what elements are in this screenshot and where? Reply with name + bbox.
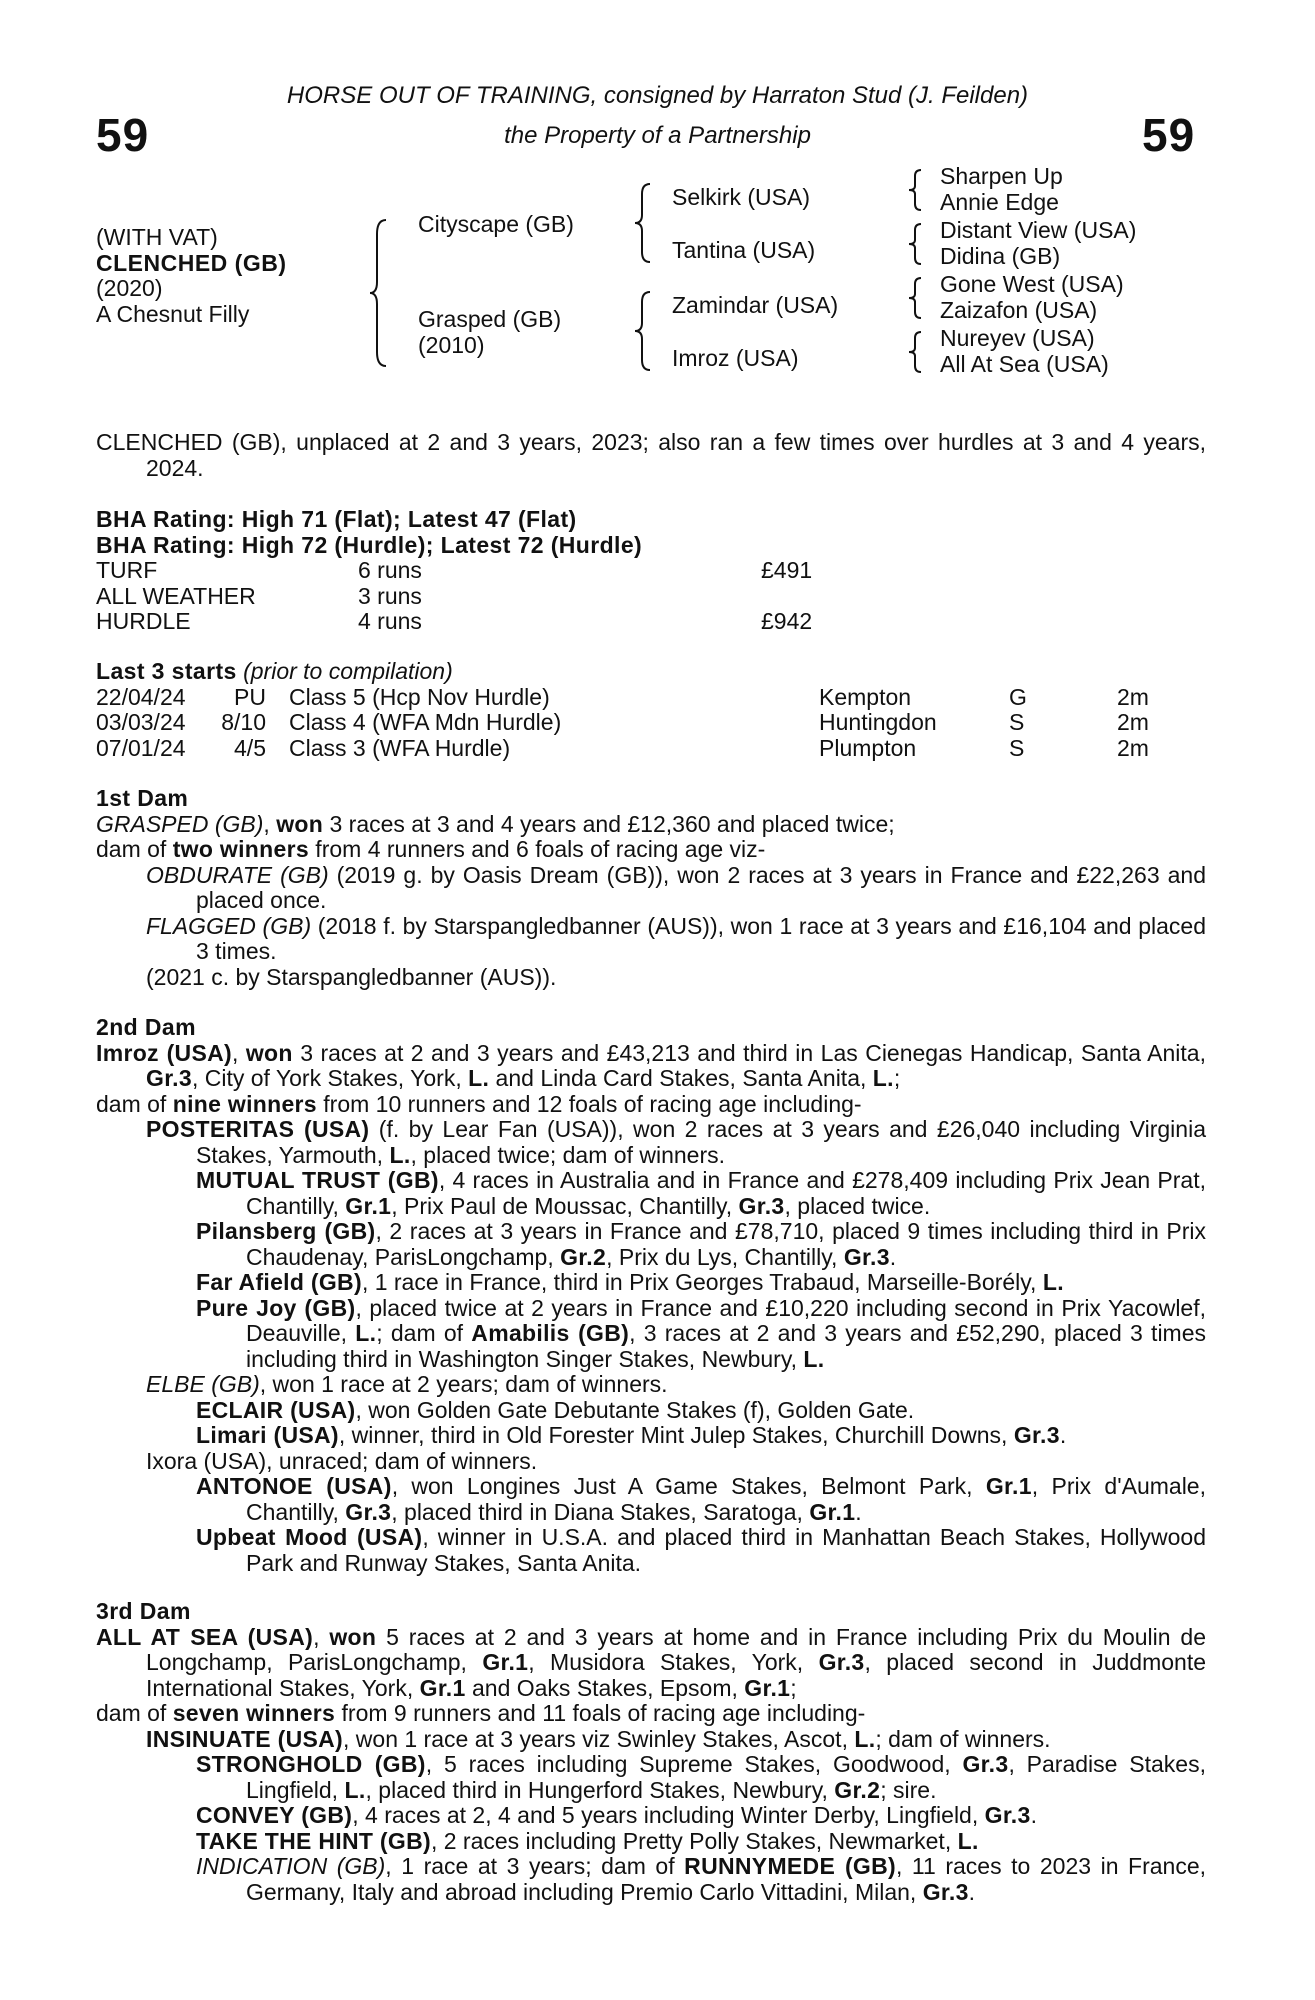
last-starts-title: Last 3 starts: [96, 658, 237, 684]
dam-paragraph: [146, 1372, 1206, 1398]
dam-heading: 2nd Dam: [96, 1014, 196, 1040]
bold-text: Gr.3: [984, 1802, 1031, 1828]
dam-heading: 3rd Dam: [96, 1598, 191, 1624]
start-going: G: [1009, 683, 1027, 710]
text-run: , City of York Stakes, York,: [191, 1065, 469, 1091]
third-dam-section: [96, 1599, 1206, 1905]
text-run: , 2 races at 3 years in France and £78,710, placed 9 times including third in Prix Chaudenay, ParisLongchamp,: [246, 1218, 1207, 1270]
last-starts: [96, 659, 1206, 761]
gen2-imroz: Imroz (USA): [672, 345, 799, 371]
bold-text: Gr.3: [843, 1243, 890, 1270]
dam-paragraph: [196, 1474, 1206, 1525]
bold-text: Gr.1: [809, 1498, 856, 1525]
bold-text: L.: [854, 1725, 876, 1752]
dam-paragraph: [196, 1803, 1206, 1829]
text-run: , 11 races to 2023 in France, Germany, Italy and abroad including Premio Carlo Vittadini, Milan,: [246, 1853, 1207, 1905]
bold-text: RUNNYMEDE (GB): [684, 1853, 896, 1879]
bold-text: Imroz (USA): [96, 1039, 232, 1066]
text-run: from 10 runners and 12 foals of racing age including-: [316, 1090, 862, 1117]
dam-paragraph: [146, 914, 1206, 965]
text-run: ; sire.: [880, 1776, 937, 1803]
start-pos: PU: [234, 683, 266, 710]
text-run: (f. by Lear Fan (USA)), won 2 races at 3 years and £26,040 including Virginia Stakes, Yarmouth,: [196, 1116, 1206, 1168]
lot-number-left: 59: [96, 109, 150, 161]
bold-text: Upbeat Mood (USA): [196, 1524, 423, 1550]
bold-text: Amabilis (GB): [471, 1320, 630, 1346]
bold-text: L.: [389, 1141, 411, 1168]
bold-text: Pure Joy (GB): [196, 1294, 356, 1321]
stats-row: [96, 558, 1206, 584]
text-run: ; dam of winners.: [875, 1725, 1051, 1752]
start-race: Class 5 (Hcp Nov Hurdle): [289, 683, 550, 710]
dam-paragraph: [196, 1398, 1206, 1424]
bold-text: ECLAIR (USA): [196, 1396, 356, 1423]
bold-text: MUTUAL TRUST (GB): [196, 1167, 439, 1193]
bold-text: Gr.3: [922, 1878, 969, 1905]
bold-text: L.: [355, 1320, 377, 1346]
horse-description: A Chesnut Filly: [96, 300, 250, 327]
start-course: Plumpton: [819, 734, 917, 761]
text-run: dam of: [96, 1700, 173, 1726]
bold-text: ANTONOE (USA): [196, 1473, 392, 1499]
text-run: , placed second in Juddmonte International Stakes, York,: [146, 1649, 1206, 1701]
text-run: , 3 races at 2 and 3 years and £52,290, placed 3 times including third in Washington Singer Stakes, Newbury,: [246, 1320, 1207, 1372]
bold-text: L.: [957, 1827, 979, 1854]
start-course: Huntingdon: [819, 709, 937, 735]
bold-text: won: [276, 810, 324, 837]
dam-paragraph: [96, 1625, 1206, 1702]
dam-paragraph: [196, 1525, 1206, 1576]
text-run: (2021 c. by Starspangledbanner (AUS)).: [146, 963, 557, 990]
dam-paragraph: [196, 1168, 1206, 1219]
surface-label: ALL WEATHER: [96, 582, 256, 609]
bold-text: won: [245, 1039, 293, 1066]
text-run: , won 1 race at 2 years; dam of winners.: [259, 1371, 668, 1397]
sire-name: Cityscape (GB): [418, 211, 574, 237]
text-run: , 1 race at 3 years; dam of: [385, 1853, 685, 1879]
dam-paragraph: [196, 1270, 1206, 1296]
bold-text: TAKE THE HINT (GB): [196, 1827, 431, 1854]
dam-paragraph: [196, 1219, 1206, 1270]
last-starts-note: (prior to compilation): [243, 658, 453, 684]
vat-note: (WITH VAT): [96, 224, 218, 250]
owner-line: the Property of a Partnership: [504, 122, 811, 149]
text-run: ,: [263, 810, 277, 837]
text-run: (2019 g. by Oasis Dream (GB)), won 2 races at 3 years in France and £22,263 and placed once.: [196, 861, 1206, 913]
text-run: , Paradise Stakes, Lingfield,: [246, 1751, 1206, 1803]
bold-text: Gr.1: [985, 1473, 1032, 1499]
bold-text: Limari (USA): [196, 1422, 339, 1448]
text-run: , 4 races at 2, 4 and 5 years including Winter Derby, Lingfield,: [352, 1802, 985, 1828]
text-run: , won 1 race at 3 years viz Swinley Stakes, Ascot,: [343, 1725, 855, 1752]
stats-row: [96, 584, 1206, 610]
bold-text: Gr.2: [834, 1776, 881, 1803]
brace-gen2-bottom-icon: [632, 290, 654, 372]
start-date: 07/01/24: [96, 734, 186, 761]
dam-paragraph: [146, 863, 1206, 914]
start-race: Class 4 (WFA Mdn Hurdle): [289, 709, 562, 735]
italic-text: GRASPED (GB): [96, 810, 264, 837]
dam-name: Grasped (GB): [418, 306, 562, 332]
text-run: , placed twice.: [784, 1192, 931, 1219]
foaling-year: (2020): [96, 275, 163, 301]
brace-gen1-icon: [368, 218, 390, 368]
text-run: .: [889, 1243, 897, 1270]
dam-paragraph: [196, 1752, 1206, 1803]
start-course: Kempton: [819, 683, 912, 710]
dam-heading: 1st Dam: [96, 785, 189, 811]
bold-text: won: [329, 1623, 377, 1650]
text-run: ,: [231, 1039, 246, 1066]
bold-text: Gr.1: [345, 1192, 392, 1219]
horse-name: CLENCHED (GB): [96, 249, 287, 276]
rating-hurdle: BHA Rating: High 72 (Hurdle); Latest 72 (Hurdle): [96, 531, 643, 558]
second-dam-section: [96, 1015, 1206, 1576]
stats-row: [96, 609, 1206, 635]
dam-paragraph: [96, 837, 1206, 863]
dam-paragraph: [96, 812, 1206, 838]
gen2-tantina: Tantina (USA): [672, 237, 816, 263]
text-run: ; dam of: [376, 1320, 472, 1346]
start-date: 03/03/24: [96, 709, 186, 735]
italic-text: OBDURATE (GB): [146, 861, 329, 888]
gen3-gone-west: Gone West (USA): [940, 271, 1124, 297]
text-run: and Linda Card Stakes, Santa Anita,: [489, 1065, 873, 1091]
bold-text: Gr.3: [962, 1751, 1009, 1777]
brace-gen3-2-icon: [906, 222, 924, 266]
text-run: , winner in U.S.A. and placed third in Manhattan Beach Stakes, Hollywood Park and Runway Stakes, Santa Anita.: [246, 1524, 1206, 1576]
start-row: [96, 710, 1206, 736]
text-run: Ixora (USA), unraced; dam of winners.: [146, 1447, 538, 1474]
start-pos: 4/5: [234, 734, 266, 761]
bold-text: Far Afield (GB): [196, 1269, 362, 1295]
bold-text: ALL AT SEA (USA): [96, 1623, 314, 1650]
dam-paragraph: [196, 1829, 1206, 1855]
start-going: S: [1009, 709, 1025, 735]
brace-gen3-3-icon: [906, 276, 924, 320]
dam-paragraph: [96, 1041, 1206, 1092]
subject-block: [96, 225, 287, 327]
text-run: ;: [893, 1065, 901, 1091]
dam-paragraph: [196, 1423, 1206, 1449]
text-run: , Prix d'Aumale, Chantilly,: [246, 1473, 1206, 1525]
text-run: from 4 runners and 6 foals of racing age viz-: [308, 836, 766, 862]
bold-text: L.: [468, 1065, 490, 1091]
bold-text: L.: [1042, 1269, 1064, 1295]
brace-gen3-1-icon: [906, 168, 924, 212]
race-summary: [96, 430, 1206, 481]
lot-number-right: 59: [1142, 109, 1196, 161]
bold-text: seven winners: [172, 1700, 336, 1726]
gen3-all-at-sea: All At Sea (USA): [940, 351, 1109, 377]
text-run: , winner, third in Old Forester Mint Julep Stakes, Churchill Downs,: [338, 1422, 1014, 1448]
start-row: [96, 685, 1206, 711]
dam-paragraph: [196, 1296, 1206, 1373]
start-row: [96, 736, 1206, 762]
start-dist: 2m: [1117, 709, 1149, 735]
italic-text: ELBE (GB): [146, 1371, 260, 1397]
italic-text: FLAGGED (GB): [146, 912, 312, 939]
gen3-nureyev: Nureyev (USA): [940, 325, 1095, 351]
gen3-annie-edge: Annie Edge: [940, 189, 1059, 215]
bold-text: nine winners: [172, 1090, 317, 1117]
text-run: (2018 f. by Starspangledbanner (AUS)), won 1 race at 3 years and £16,104 and placed 3 times.: [196, 912, 1207, 964]
bold-text: Gr.2: [560, 1243, 607, 1270]
text-run: ,: [313, 1623, 330, 1650]
bold-text: STRONGHOLD (GB): [196, 1751, 426, 1777]
dam-paragraph: [146, 965, 1206, 991]
text-run: , 5 races including Supreme Stakes, Goodwood,: [425, 1751, 963, 1777]
text-run: and Oaks Stakes, Epsom,: [465, 1674, 745, 1701]
dam-paragraph: [146, 1449, 1206, 1475]
text-run: , Prix Paul de Moussac, Chantilly,: [391, 1192, 739, 1219]
text-run: .: [1059, 1422, 1067, 1448]
text-run: , won Longines Just A Game Stakes, Belmont Park,: [391, 1473, 986, 1499]
dam-paragraph: [146, 1727, 1206, 1753]
text-run: .: [855, 1498, 862, 1525]
bold-text: POSTERITAS (USA): [146, 1116, 370, 1142]
text-run: , placed twice at 2 years in France and £10,220 including second in Prix Yacowlef, Deauville,: [246, 1294, 1206, 1346]
gen3-zaizafon: Zaizafon (USA): [940, 297, 1098, 323]
text-run: , 1 race in France, third in Prix Georges Trabaud, Marseille-Borély,: [361, 1269, 1043, 1295]
dam-paragraph: [196, 1854, 1206, 1905]
start-dist: 2m: [1117, 734, 1149, 761]
prize-money: £942: [761, 608, 813, 634]
text-run: , 2 races including Pretty Polly Stakes, Newmarket,: [430, 1827, 958, 1854]
bold-text: two winners: [172, 836, 309, 862]
bold-text: L.: [872, 1065, 894, 1091]
starts-table: [96, 685, 1206, 762]
dam-paragraph: [96, 1701, 1206, 1727]
bold-text: INSINUATE (USA): [146, 1725, 344, 1752]
surface-label: HURDLE: [96, 608, 191, 634]
gen3-didina: Didina (GB): [940, 243, 1061, 269]
dam-paragraph: [96, 1092, 1206, 1118]
bold-text: CONVEY (GB): [196, 1802, 353, 1828]
dam-year: (2010): [418, 332, 485, 358]
stats-table: [96, 558, 1206, 635]
text-run: , placed third in Hungerford Stakes, Newbury,: [365, 1776, 835, 1803]
text-run: .: [1030, 1802, 1037, 1828]
text-run: 5 races at 2 and 3 years at home and in France including Prix du Moulin de Longchamp, ParisLongchamp,: [146, 1623, 1206, 1675]
runs-count: 3 runs: [358, 582, 422, 609]
text-run: , Prix du Lys, Chantilly,: [606, 1243, 844, 1270]
text-run: , won Golden Gate Debutante Stakes (f), Golden Gate.: [355, 1396, 915, 1423]
start-going: S: [1009, 734, 1025, 761]
bold-text: Gr.1: [744, 1674, 791, 1701]
text-run: 3 races at 3 and 4 years and £12,360 and placed twice;: [323, 810, 895, 837]
text-run: 3 races at 2 and 3 years and £43,213 and third in Las Cienegas Handicap, Santa Anita,: [292, 1039, 1206, 1066]
text-run: from 9 runners and 11 foals of racing age including-: [335, 1700, 866, 1726]
bold-text: Gr.3: [738, 1192, 785, 1219]
bold-text: Pilansberg (GB): [196, 1218, 376, 1244]
text-run: , Musidora Stakes, York,: [528, 1649, 819, 1675]
brace-gen2-top-icon: [632, 182, 654, 264]
gen2-selkirk: Selkirk (USA): [672, 184, 811, 210]
bold-text: Gr.1: [419, 1674, 466, 1701]
start-date: 22/04/24: [96, 683, 186, 710]
text-run: , placed third in Diana Stakes, Saratoga,: [391, 1498, 810, 1525]
brace-gen3-4-icon: [906, 330, 924, 374]
start-pos: 8/10: [221, 709, 266, 735]
text-run: dam of: [96, 836, 173, 862]
start-dist: 2m: [1117, 683, 1149, 710]
prize-money: £491: [761, 557, 813, 583]
pedigree-chart: [0, 160, 1315, 400]
bold-text: Gr.3: [345, 1498, 392, 1525]
gen3-distant-view: Distant View (USA): [940, 217, 1137, 243]
text-run: , 4 races in Australia and in France and £278,409 including Prix Jean Prat, Chantilly,: [246, 1167, 1206, 1219]
text-run: , placed twice; dam of winners.: [410, 1141, 725, 1168]
summary-text: CLENCHED (GB), unplaced at 2 and 3 years, 2023; also ran a few times over hurdles at 3 and 4 years, 2024.: [96, 429, 1206, 481]
runs-count: 4 runs: [358, 608, 422, 634]
gen2-zamindar: Zamindar (USA): [672, 292, 839, 318]
runs-count: 6 runs: [358, 557, 422, 583]
text-run: ;: [790, 1674, 797, 1701]
ratings-block: [96, 507, 1206, 635]
rating-flat: BHA Rating: High 71 (Flat); Latest 47 (Flat): [96, 506, 577, 532]
bold-text: Gr.1: [482, 1649, 529, 1675]
bold-text: Gr.3: [146, 1065, 192, 1091]
text-run: .: [968, 1878, 976, 1905]
bold-text: Gr.3: [818, 1649, 865, 1675]
text-run: dam of: [96, 1090, 173, 1117]
surface-label: TURF: [96, 557, 158, 583]
bold-text: L.: [344, 1776, 366, 1803]
start-race: Class 3 (WFA Hurdle): [289, 734, 511, 761]
italic-text: INDICATION (GB): [196, 1853, 386, 1879]
gen3-sharpen-up: Sharpen Up: [940, 163, 1063, 189]
first-dam-section: [96, 786, 1206, 990]
consignor-line: HORSE OUT OF TRAINING, consigned by Harraton Stud (J. Feilden): [286, 82, 1029, 109]
bold-text: Gr.3: [1013, 1422, 1060, 1448]
bold-text: L.: [803, 1345, 825, 1372]
dam-paragraph: [146, 1117, 1206, 1168]
